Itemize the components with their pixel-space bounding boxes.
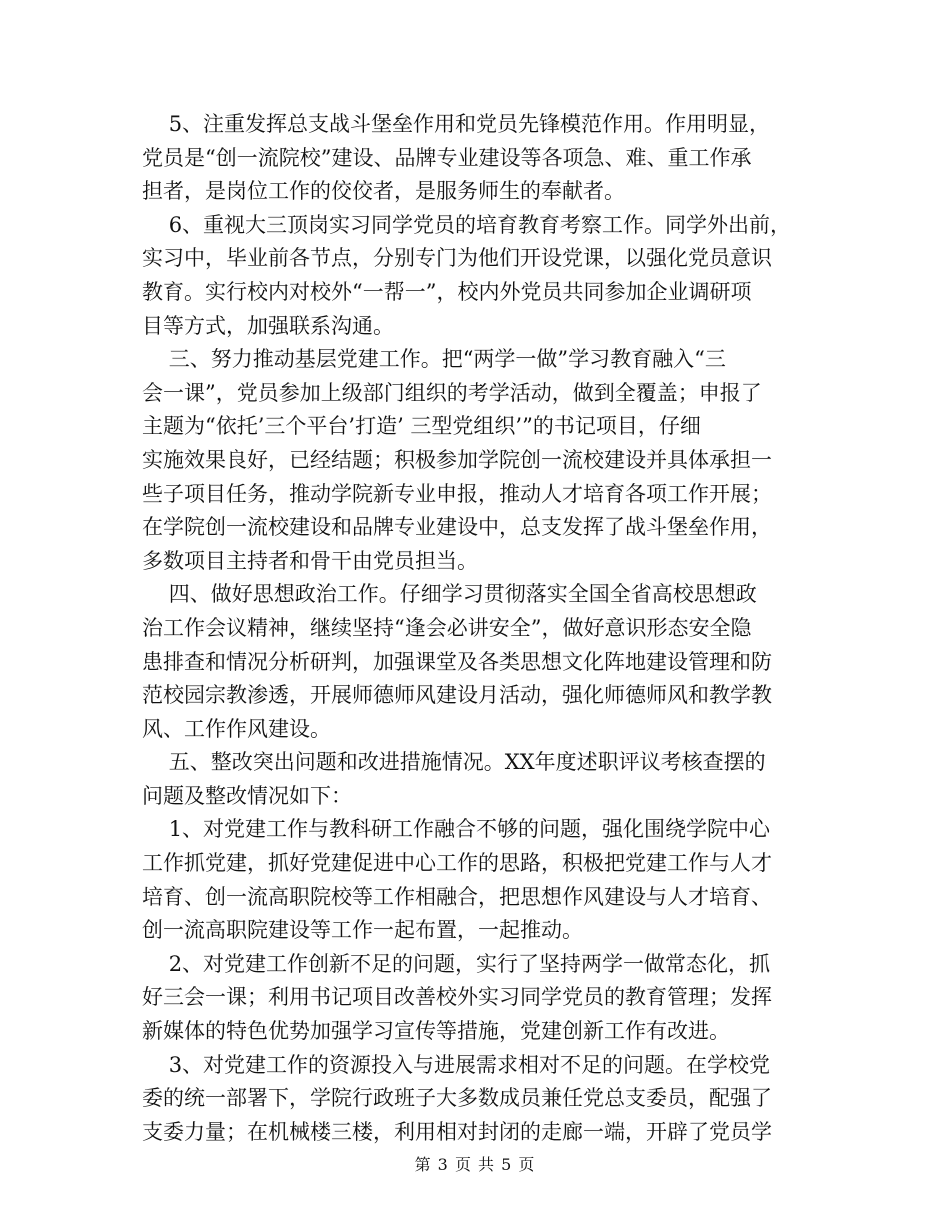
text-line: 患排查和情况分析研判，加强课堂及各类思想文化阵地建设管理和防 <box>142 649 772 674</box>
text-line: 担者，是岗位工作的佼佼者，是服务师生的奉献者。 <box>142 179 625 204</box>
text-line: 实施效果良好，已经结题；积极参加学院创一流校建设并具体承担一 <box>142 447 772 472</box>
text-line: 5、注重发挥总支战斗堡垒作用和党员先锋模范作用。作用明显， <box>142 112 771 136</box>
text-line: 治工作会议精神，继续坚持“逢会必讲安全”，做好意识形态安全隐 <box>142 615 752 640</box>
text-line: 新媒体的特色优势加强学习宣传等措施，党建创新工作有改进。 <box>142 1019 730 1044</box>
page-footer: 第 3 页 共 5 页 <box>414 1155 536 1174</box>
text-line: 范校园宗教渗透，开展师德师风建设月活动，强化师德师风和教学教 <box>142 683 772 708</box>
text-line: 创一流高职院建设等工作一起布置，一起推动。 <box>142 918 583 943</box>
text-line: 些子项目任务，推动学院新专业申报，推动人才培育各项工作开展； <box>142 481 772 506</box>
text-line: 教育。实行校内对校外“一帮一”，校内外党员共同参加企业调研项 <box>142 279 752 304</box>
text-line: 实习中，毕业前各节点，分别专门为他们开设党课，以强化党员意识 <box>142 246 772 271</box>
text-line: 党员是“创一流院校”建设、品牌专业建设等各项急、难、重工作承 <box>142 145 752 170</box>
text-line: 3、对党建工作的资源投入与进展需求相对不足的问题。在学校党 <box>142 1052 771 1077</box>
text-line: 培育、创一流高职院校等工作相融合，把思想作风建设与人才培育、 <box>142 884 772 909</box>
text-line: 好三会一课；利用书记项目改善校外实习同学党员的教育管理；发挥 <box>142 985 772 1010</box>
text-line: 风、工作作风建设。 <box>142 716 331 741</box>
text-line: 多数项目主持者和骨干由党员担当。 <box>142 548 478 573</box>
text-line: 工作抓党建，抓好党建促进中心工作的思路，积极把党建工作与人才 <box>142 851 772 876</box>
text-line: 在学院创一流校建设和品牌专业建设中，总支发挥了战斗堡垒作用， <box>142 515 772 540</box>
text-line: 6、重视大三顶岗实习同学党员的培育教育考察工作。同学外出前， <box>142 212 792 237</box>
text-line: 1、对党建工作与教科研工作融合不够的问题，强化围绕学院中心 <box>142 817 771 842</box>
text-line: 目等方式，加强联系沟通。 <box>142 313 394 338</box>
text-line: 委的统一部署下，学院行政班子大多数成员兼任党总支委员，配强了 <box>142 1086 772 1111</box>
text-line: 2、对党建工作创新不足的问题，实行了坚持两学一做常态化，抓 <box>142 951 771 976</box>
document-body <box>142 108 822 1149</box>
text-line: 会一课”，党员参加上级部门组织的考学活动，做到全覆盖；申报了 <box>142 380 762 405</box>
text-line: 五、整改突出问题和改进措施情况。XX年度述职评议考核查摆的 <box>142 750 766 775</box>
text-line: 三、努力推动基层党建工作。把“两学一做”学习教育融入“三 <box>142 347 726 372</box>
text-line: 主题为“依托’三个平台’打造’ 三型党组织’”的书记项目，仔细 <box>142 414 701 439</box>
text-line: 支委力量；在机械楼三楼，利用相对封闭的走廊一端，开辟了党员学 <box>142 1119 772 1144</box>
text-line: 问题及整改情况如下： <box>142 783 352 808</box>
text-line: 四、做好思想政治工作。仔细学习贯彻落实全国全省高校思想政 <box>142 582 757 607</box>
